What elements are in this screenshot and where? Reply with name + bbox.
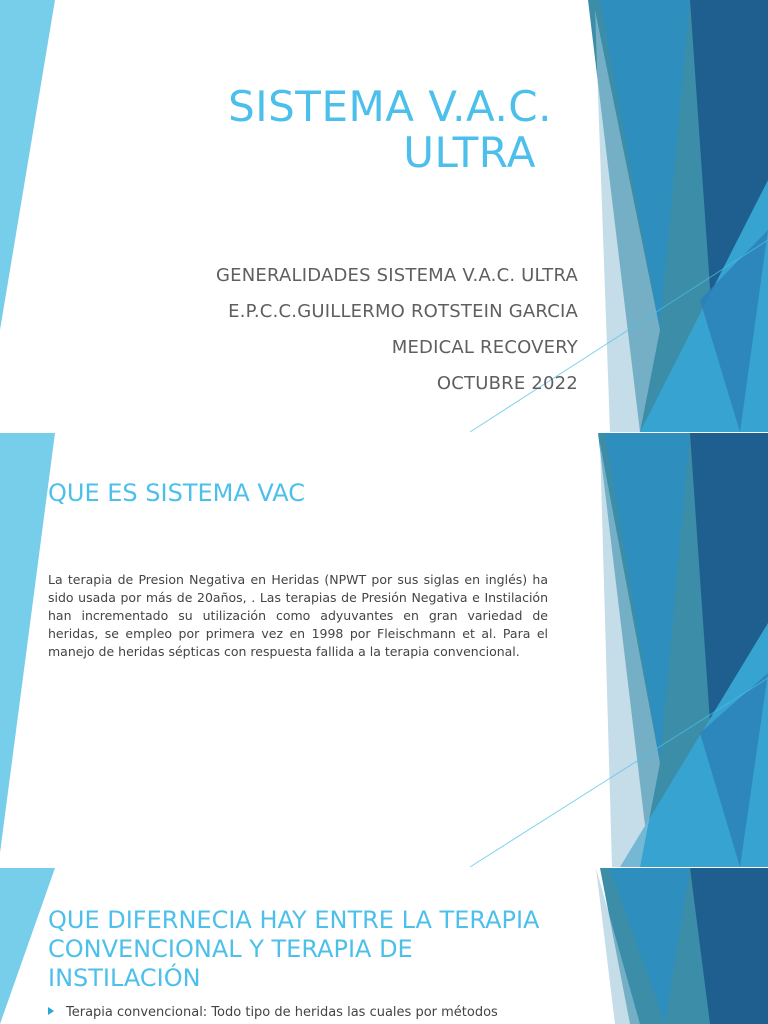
left-accent-shape bbox=[0, 868, 55, 1024]
slide-subtitle bbox=[0, 258, 578, 402]
slide-diferencia bbox=[0, 868, 768, 1024]
subtitle-line: MEDICAL RECOVERY bbox=[391, 337, 578, 358]
bullet-text: Terapia convencional: Todo tipo de heridas las cuales por métodos bbox=[66, 1005, 498, 1020]
left-accent-shape bbox=[0, 433, 55, 853]
title-line-2: ULTRA bbox=[403, 128, 536, 178]
slide-que-es bbox=[0, 433, 768, 867]
section-heading: QUE ES SISTEMA VAC bbox=[48, 479, 306, 507]
bullet-item bbox=[48, 1004, 568, 1022]
slide-title bbox=[0, 0, 768, 432]
bullet-arrow-icon bbox=[48, 1007, 54, 1015]
section-heading: QUE DIFERNECIA HAY ENTRE LA TERAPIA CONVENCIONAL Y TERAPIA DE INSTILACIÓN bbox=[48, 906, 540, 992]
title-line-1: SISTEMA V.A.C. bbox=[228, 82, 552, 132]
slide-title-text bbox=[0, 84, 552, 176]
subtitle-line: OCTUBRE 2022 bbox=[436, 373, 578, 394]
section-body-text: La terapia de Presion Negativa en Heridas (NPWT por sus siglas en inglés) ha sido usada por más de 20años, . Las terapias de Presión Negativa e Instilación han incrementado su utilización como adyuvantes en gran variedad de heridas, se empleo por primera vez en 1998 por Fleischmann et al. Para el manejo de heridas sépticas con respuesta fallida a la terapia convencional. bbox=[48, 572, 548, 659]
subtitle-line: E.P.C.C.GUILLERMO ROTSTEIN GARCIA bbox=[228, 301, 578, 322]
subtitle-line: GENERALIDADES SISTEMA V.A.C. ULTRA bbox=[216, 265, 578, 286]
